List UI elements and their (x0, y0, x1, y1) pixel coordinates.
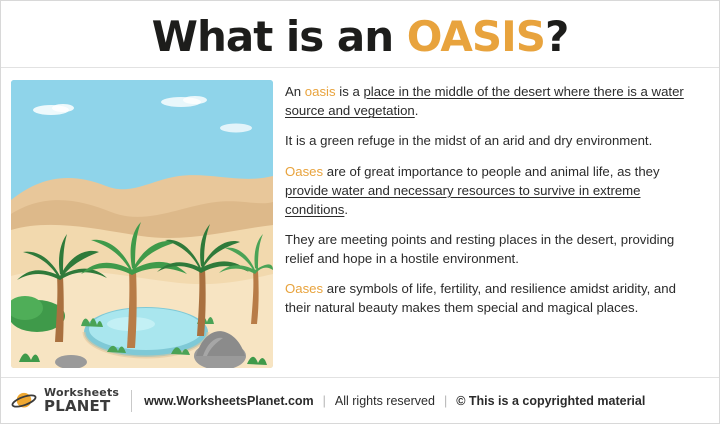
paragraph-4 (285, 230, 705, 268)
brand-name-bottom: PLANET (44, 397, 111, 415)
title-divider (1, 67, 719, 68)
brand-name-top: Worksheets (44, 386, 120, 399)
page-title-bar (1, 1, 719, 74)
paragraph-5-segment-1: Oases (285, 281, 324, 297)
footer-website[interactable]: www.WorksheetsPlanet.com (144, 393, 314, 408)
content-area (1, 74, 719, 377)
page-title (1, 12, 719, 61)
paragraph-1-segment-1: An (285, 84, 305, 100)
paragraph-3-segment-1: Oases (285, 163, 324, 179)
footer-separator-1: | (322, 393, 326, 408)
paragraph-2-segment-1: It is a green refuge in the midst of an arid and dry environment. (285, 133, 653, 149)
page-title-highlight: OASIS (406, 12, 545, 61)
oasis-illustration (11, 80, 273, 368)
paragraph-4-segment-1: They are meeting points and resting places in the desert, providing relief and hope in a hostile environment. (285, 231, 675, 267)
page-title-after: ? (545, 12, 569, 61)
paragraph-1-segment-3: is a (335, 84, 364, 100)
footer-bar (1, 377, 719, 423)
paragraph-1-segment-2: oasis (304, 84, 336, 100)
article-text (285, 80, 709, 377)
paragraph-3-segment-2: are of great importance to people and animal life, as they (323, 163, 660, 179)
oasis-illustration-svg (11, 80, 273, 368)
planet-icon (11, 388, 37, 414)
paragraph-1 (285, 82, 705, 120)
footer-info (144, 394, 645, 408)
paragraph-5-segment-2: are symbols of life, fertility, and resilience amidst aridity, and their natural beauty makes them special and magical places. (285, 281, 676, 316)
paragraph-1-segment-5: . (414, 103, 419, 119)
paragraph-1-segment-4: place in the middle of the desert where there is a water source and vegetation (285, 84, 684, 119)
paragraph-3-segment-4: . (344, 201, 349, 217)
footer-rights: All rights reserved (334, 393, 435, 408)
paragraph-3-segment-3: provide water and necessary resources to survive in extreme conditions (285, 182, 641, 217)
footer-divider (131, 390, 132, 412)
page-title-before: What is an (151, 12, 407, 61)
footer-separator-2: | (443, 393, 448, 408)
paragraph-5 (285, 279, 705, 317)
paragraph-3 (285, 162, 705, 219)
brand-logo (11, 387, 119, 414)
paragraph-2 (285, 131, 705, 150)
brand-text (44, 387, 119, 414)
footer-copyright: © This is a copyrighted material (456, 393, 646, 408)
